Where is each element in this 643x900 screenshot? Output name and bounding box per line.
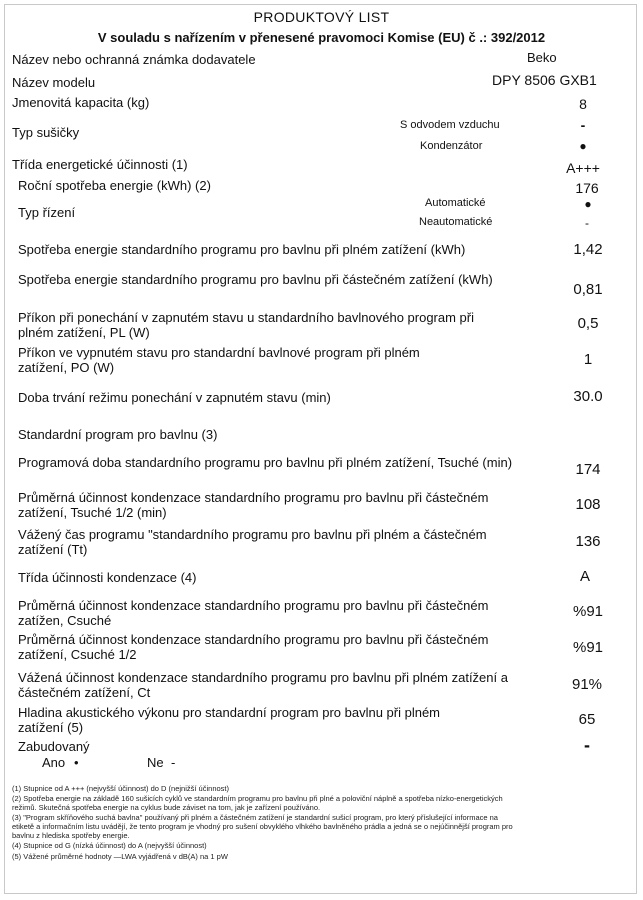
energy-full-load-label: Spotřeba energie standardního programu pro bavlnu při plném zatížení (kWh)	[18, 242, 466, 257]
condensation-class-value: A	[579, 568, 590, 585]
control-type-manual-value: -	[585, 216, 589, 230]
dryer-type-option-condenser: Kondenzátor	[420, 140, 483, 152]
model-value: DPY 8506 GXB1	[492, 72, 597, 88]
program-time-full-value: 174	[575, 461, 601, 478]
dryer-type-vented-value: -	[580, 117, 586, 133]
built-in-no-mark: -	[171, 755, 176, 770]
supplier-label: Název nebo ochranná známka dodavatele	[12, 52, 256, 67]
footnote-5: (5) Vážené průměrné hodnoty —LWA vyjádřená v dB(A) na 1 pW	[12, 852, 228, 861]
dryer-type-label: Typ sušičky	[12, 125, 80, 140]
weighted-condensation-label: Vážená účinnost kondenzace standardního programu pro bavlnu při plném zatížení a částečném zatížení, Ct	[18, 670, 508, 700]
energy-partial-load-value: 0,81	[573, 281, 603, 298]
condensation-efficiency-partial-label: Průměrná účinnost kondenzace standardního programu pro bavlnu při částečném zatížen, Csuché	[18, 598, 489, 628]
left-on-duration-label: Doba trvání režimu ponechání v zapnutém stavu (min)	[18, 390, 331, 405]
condensation-class-label: Třída účinnosti kondenzace (4)	[18, 570, 197, 585]
program-time-full-label: Programová doba standardního programu pro bavlnu při plném zatížení, Tsuché (min)	[18, 455, 513, 470]
standard-program-label: Standardní program pro bavlnu (3)	[18, 427, 218, 442]
capacity-value: 8	[579, 96, 587, 112]
program-time-half-label: Průměrná účinnost kondenzace standardního programu pro bavlnu při částečném zatížení, Tsuché 1/2 (min)	[18, 490, 489, 520]
page-title: PRODUKTOVÝ LIST	[253, 9, 390, 25]
capacity-label: Jmenovitá kapacita (kg)	[12, 95, 150, 110]
weighted-time-value: 136	[575, 533, 601, 550]
program-time-half-value: 108	[575, 496, 601, 513]
built-in-yes-mark: •	[74, 755, 79, 770]
dryer-type-condenser-value: ●	[579, 139, 587, 153]
off-mode-power-label: Příkon ve vypnutém stavu pro standardní bavlnové program při plném zatížení, PO (W)	[18, 345, 420, 375]
footnote-1: (1) Stupnice od A +++ (nejvyšší účinnost) do D (nejnižší účinnost)	[12, 784, 229, 793]
noise-level-label: Hladina akustického výkonu pro standardní program pro bavlnu při plném zatížení (5)	[18, 705, 441, 735]
built-in-yes-label: Ano	[42, 755, 66, 770]
condensation-efficiency-half-value: %91	[572, 639, 604, 656]
energy-class-value: A+++	[566, 160, 600, 176]
off-mode-power-value: 1	[583, 351, 593, 368]
energy-partial-load-label: Spotřeba energie standardního programu pro bavlnu při částečném zatížení (kWh)	[18, 272, 493, 287]
weighted-condensation-value: 91%	[571, 676, 603, 693]
sheet-border	[4, 4, 637, 894]
energy-class-label: Třída energetické účinnosti (1)	[12, 157, 188, 172]
weighted-time-label: Vážený čas programu "standardního programu pro bavlnu při plném a částečném zatížení (Tt)	[18, 527, 487, 557]
noise-level-value: 65	[578, 711, 596, 728]
control-type-automatic-value: ●	[584, 197, 592, 211]
model-label: Název modelu	[12, 75, 96, 90]
left-on-duration-value: 30.0	[573, 388, 603, 405]
condensation-efficiency-half-label: Průměrná účinnost kondenzace standardního programu pro bavlnu při částečném zatížení, Csuché 1/2	[18, 632, 489, 662]
regulation-subtitle: V souladu s nařízením v přenesené pravomoci Komise (EU) č .: 392/2012	[97, 30, 546, 45]
built-in-value: -	[584, 735, 590, 755]
dryer-type-option-vented: S odvodem vzduchu	[400, 119, 500, 131]
supplier-value: Beko	[527, 50, 557, 65]
control-type-option-automatic: Automatické	[425, 197, 486, 209]
footnote-4: (4) Stupnice od G (nízká účinnost) do A (nejvyšší účinnost)	[12, 841, 207, 850]
left-on-power-label: Příkon při ponechání v zapnutém stavu u standardního bavlnového program při plném zatížení, PL (W)	[18, 310, 474, 340]
left-on-power-value: 0,5	[577, 315, 599, 332]
annual-consumption-value: 176	[575, 180, 599, 196]
condensation-efficiency-partial-value: %91	[572, 603, 604, 620]
built-in-no-label: Ne	[147, 755, 164, 770]
footnote-3: (3) "Program skříňového suchá bavlna" používaný při plném a částečném zatížení je standardní sušicí program, pro který příslušející informace na etiketě a informačním listu uvádějí, že tento program je vhodný pro sušení obvyklého vlhkého bavlněného prádla a jedná se o nejúčinnější program pro bavlnu z hlediska spotřeby energie.	[12, 813, 513, 840]
built-in-label: Zabudovaný	[18, 739, 90, 754]
control-type-option-manual: Neautomatické	[419, 216, 493, 228]
annual-consumption-label: Roční spotřeba energie (kWh) (2)	[18, 178, 211, 193]
control-type-label: Typ řízení	[18, 205, 76, 220]
energy-full-load-value: 1,42	[573, 241, 603, 258]
footnote-2: (2) Spotřeba energie na základě 160 sušicích cyklů ve standardním programu pro bavlnu při plné a poloviční náplně a spotřeba nízko-energetických režimů. Skutečná spotřeba energie na cyklus bude záviset na tom, jak je zařízení používáno.	[12, 794, 503, 812]
